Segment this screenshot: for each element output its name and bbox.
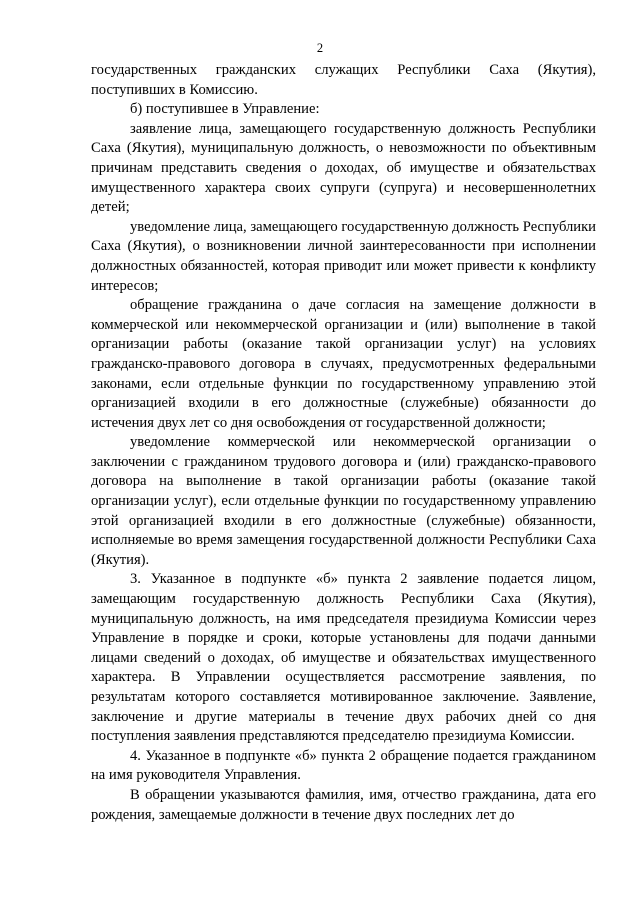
document-body bbox=[91, 61, 596, 825]
paragraph: б) поступившее в Управление: bbox=[130, 101, 320, 118]
paragraph: 3. Указанное в подпункте «б» пункта 2 заявление подается лицом, замещающим государственную должность Республики Саха (Якутия), муниципальную должность, на имя председателя президиума Комиссии через Управление в порядке и сроки, которые установлены для подачи данными лицами сведений о доходах, об имуществе и обязательствах имущественного характера. В Управлении осуществляется рассмотрение заявления, по результатам которого составляется мотивированное заключение. Заявление, заключение и другие материалы в течение двух рабочих дней со дня поступления заявления представляются председателю президиума Комиссии. bbox=[91, 571, 596, 745]
paragraph: уведомление лица, замещающего государственную должность Республики Саха (Якутия), о возникновении личной заинтересованности при исполнении должностных обязанностей, которая приводит или может привести к конфликту интересов; bbox=[91, 218, 596, 294]
paragraph: 4. Указанное в подпункте «б» пункта 2 обращение подается гражданином на имя руководителя Управления. bbox=[91, 747, 596, 784]
paragraph: заявление лица, замещающего государственную должность Республики Саха (Якутия), муниципальную должность, о невозможности по объективным причинам представить сведения о доходах, об имуществе и обязательствах имущественного характера своих супруги (супруга) и несовершеннолетних детей; bbox=[91, 120, 596, 216]
paragraph: обращение гражданина о даче согласия на замещение должности в коммерческой или некоммерческой организации и (или) выполнение в такой организации работы (оказание такой организации услуг) на условиях гражданско-правового договора в случаях, предусмотренных федеральными законами, если отдельные функции по государственному управлению этой организацией входили в его должностные (служебные) обязанности до истечения двух лет со дня освобождения от государственной должности; bbox=[91, 297, 596, 431]
paragraph: уведомление коммерческой или некоммерческой организации о заключении с гражданином трудового договора и (или) гражданско-правового договора на выполнение в такой организации работы (оказание такой организации услуг), если отдельные функции по государственному управлению этой организацией входили в его должностные (служебные) обязанности, исполняемые во время замещения государственной должности Республики Саха (Якутия). bbox=[91, 434, 596, 568]
page-number: 2 bbox=[316, 41, 324, 55]
paragraph: государственных гражданских служащих Республики Саха (Якутия), поступивших в Комиссию. bbox=[91, 62, 596, 98]
paragraph: В обращении указываются фамилия, имя, отчество гражданина, дата его рождения, замещаемые должности в течение двух последних лет до bbox=[91, 786, 596, 823]
